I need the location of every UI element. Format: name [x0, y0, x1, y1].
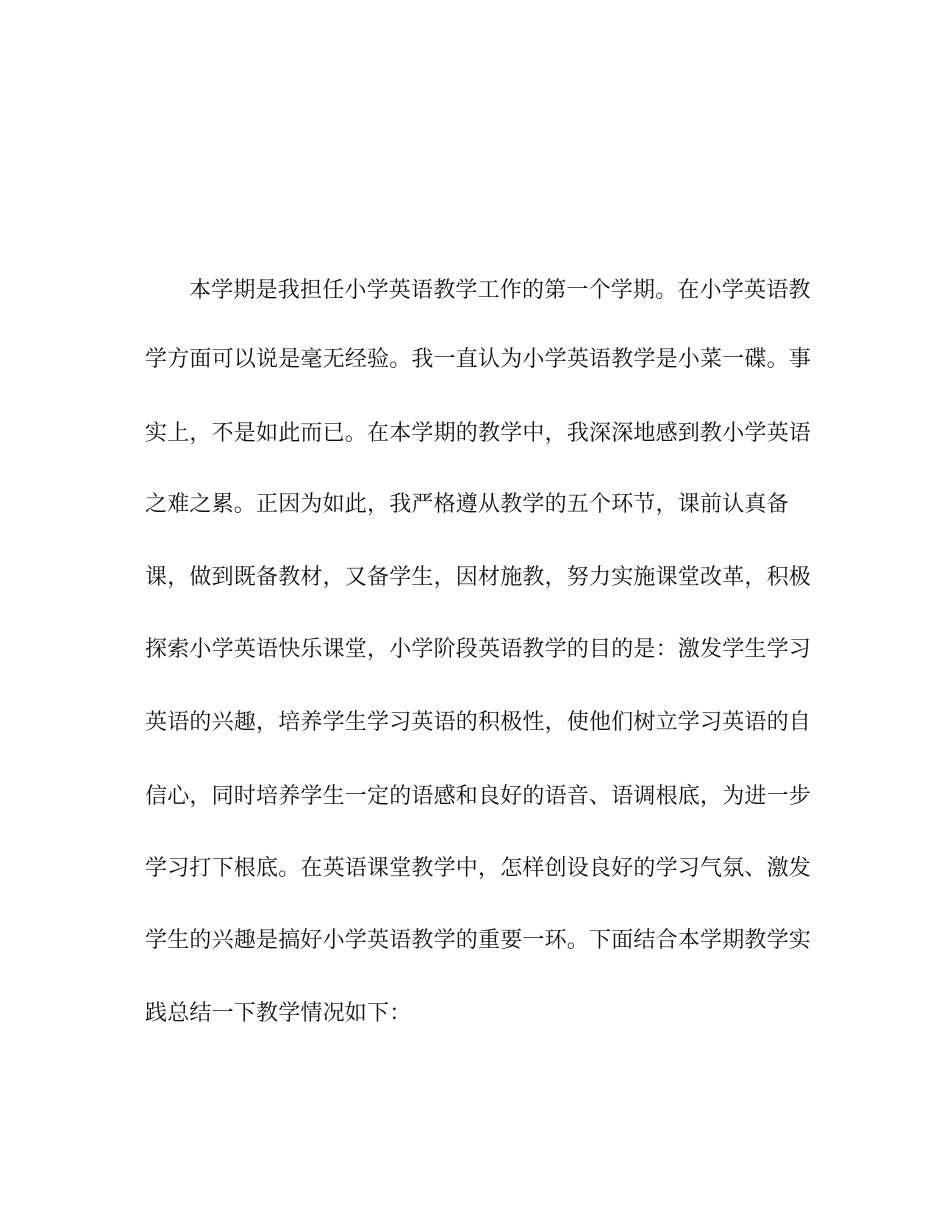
paragraph-line: 学方面可以说是毫无经验。我一直认为小学英语教学是小菜一碟。事 — [145, 347, 812, 372]
paragraph-line: 践总结一下教学情况如下： — [145, 1001, 412, 1026]
paragraph-line: 学习打下根底。在英语课堂教学中，怎样创设良好的学习气氛、激发 — [145, 856, 812, 881]
paragraph-line: 探索小学英语快乐课堂，小学阶段英语教学的目的是：激发学生学习 — [145, 637, 812, 662]
paragraph-line: 英语的兴趣，培养学生学习英语的积极性，使他们树立学习英语的自 — [145, 710, 812, 735]
paragraph-line: 本学期是我担任小学英语教学工作的第一个学期。在小学英语教 — [189, 278, 811, 303]
paragraph-line: 之难之累。正因为如此，我严格遵从教学的五个环节，课前认真备 — [145, 492, 789, 517]
paragraph-line: 实上，不是如此而已。在本学期的教学中，我深深地感到教小学英语 — [145, 421, 812, 446]
paragraph-line: 信心，同时培养学生一定的语感和良好的语音、语调根底，为进一步 — [145, 784, 812, 809]
paragraph-line: 课，做到既备教材，又备学生，因材施教，努力实施课堂改革，积极 — [145, 565, 812, 590]
paragraph-line: 学生的兴趣是搞好小学英语教学的重要一环。下面结合本学期教学实 — [145, 928, 812, 953]
